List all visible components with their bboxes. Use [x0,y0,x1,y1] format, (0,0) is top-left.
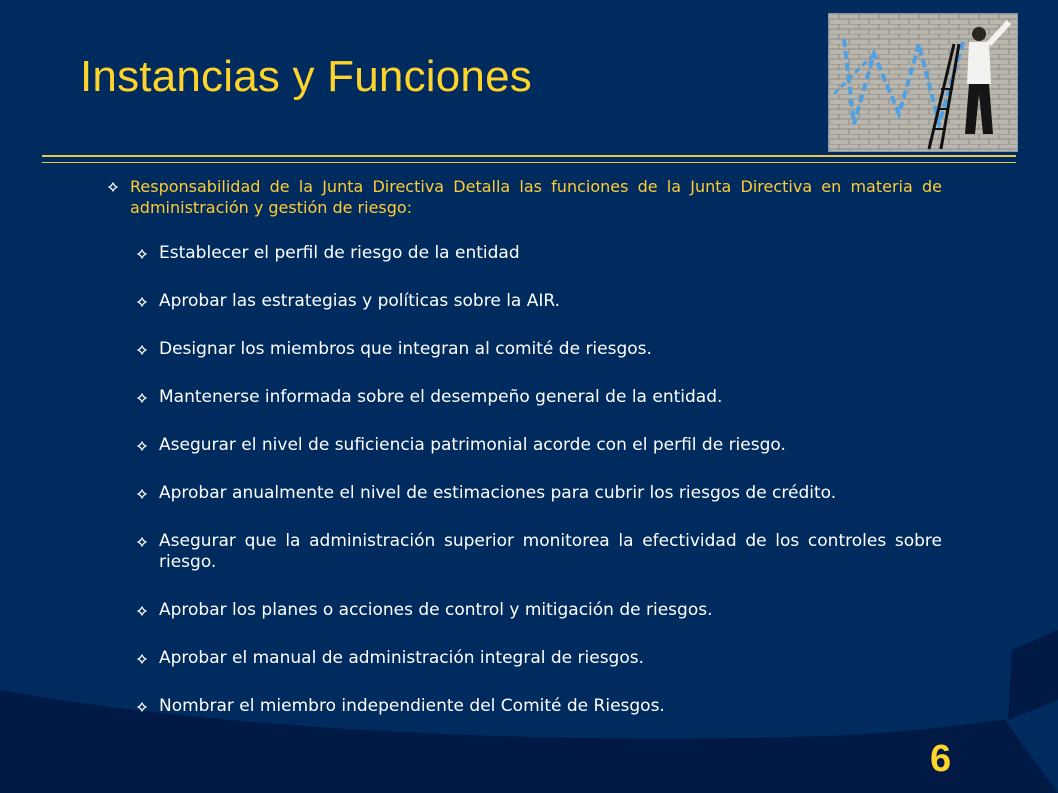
man-drawing-chart-photo [828,13,1018,152]
list-item-text: Asegurar el nivel de suficiencia patrimonial acorde con el perfil de riesgo. [159,435,786,455]
diamond-bullet-icon [137,537,147,547]
list-item [137,291,942,312]
list-item [137,387,942,408]
diamond-bullet-icon [137,345,147,355]
slide-title: Instancias y Funciones [80,52,532,101]
intro-bullet [108,176,942,218]
list-item-text: Aprobar el manual de administración integral de riesgos. [159,648,644,668]
list-item-text: Aprobar anualmente el nivel de estimaciones para cubrir los riesgos de crédito. [159,483,837,503]
list-item [137,483,942,504]
page-number: 6 [930,738,952,780]
diamond-bullet-icon [137,297,147,307]
list-item [137,339,942,360]
diamond-bullet-icon [137,393,147,403]
list-item-text: Nombrar el miembro independiente del Comité de Riesgos. [159,696,665,716]
list-item [137,435,942,456]
list-item-text: Asegurar que la administración superior monitorea la efectividad de los controles sobre riesgo. [159,531,942,572]
list-item-text: Mantenerse informada sobre el desempeño general de la entidad. [159,387,723,407]
list-item-text: Designar los miembros que integran al comité de riesgos. [159,339,652,359]
list-item [137,600,942,621]
diamond-bullet-icon [137,441,147,451]
list-item [137,648,942,669]
function-list [108,243,942,717]
list-item [137,696,942,717]
list-item-text: Aprobar los planes o acciones de control y mitigación de riesgos. [159,600,713,620]
list-item-text: Establecer el perfil de riesgo de la entidad [159,243,520,263]
title-divider-thin [42,162,1016,163]
list-item [137,531,942,573]
diamond-bullet-icon [137,249,147,259]
diamond-bullet-icon [108,182,118,192]
title-divider [42,155,1016,157]
diamond-bullet-icon [137,654,147,664]
diamond-bullet-icon [137,702,147,712]
diamond-bullet-icon [137,606,147,616]
list-item-text: Aprobar las estrategias y políticas sobre la AIR. [159,291,560,311]
slide-body [108,176,942,744]
list-item [137,243,942,264]
intro-text: Responsabilidad de la Junta Directiva Detalla las funciones de la Junta Directiva en materia de administración y gestión de riesgo: [130,177,942,217]
diamond-bullet-icon [137,489,147,499]
